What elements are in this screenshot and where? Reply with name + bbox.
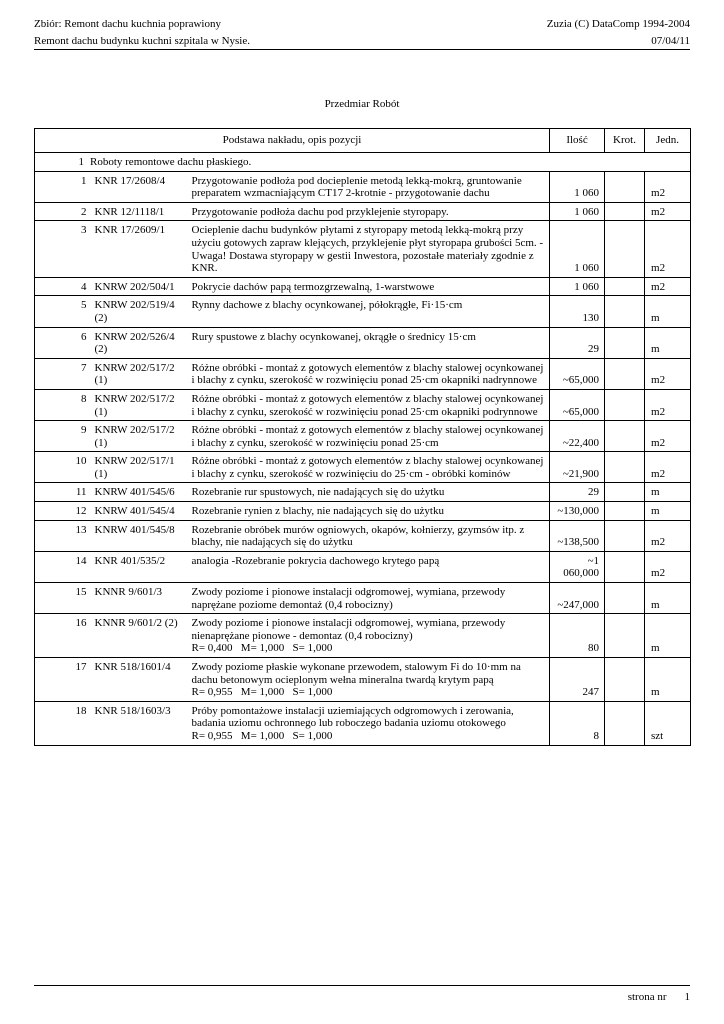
item-number: 10 bbox=[35, 452, 92, 483]
item-description bbox=[189, 551, 550, 582]
item-quantity: ~247,000 bbox=[550, 583, 605, 614]
header-project-name: Remont dachu budynku kuchni szpitala w Nysie. bbox=[34, 35, 250, 47]
item-quantity: 1 060 bbox=[550, 221, 605, 277]
item-quantity: ~65,000 bbox=[550, 358, 605, 389]
item-number: 3 bbox=[35, 221, 92, 277]
item-description-text: Różne obróbki - montaż z gotowych elementów z blachy stalowej ocynkowanej i blachy z cynku, szerokość w rozwinięciu ponad 25·cm bbox=[191, 424, 544, 449]
item-multiplier bbox=[605, 296, 645, 327]
header-collection: Zbiór: Remont dachu kuchnia poprawiony bbox=[34, 18, 221, 30]
item-description bbox=[189, 389, 550, 420]
page-number: 1 bbox=[684, 991, 690, 1003]
item-description bbox=[189, 701, 550, 745]
item-code: KNRW 202/517/2 (1) bbox=[92, 358, 189, 389]
item-code: KNRW 202/504/1 bbox=[92, 277, 189, 296]
item-code: KNR 401/535/2 bbox=[92, 551, 189, 582]
item-description bbox=[189, 171, 550, 202]
item-number: 18 bbox=[35, 701, 92, 745]
item-factors: R= 0,955 M= 1,000 S= 1,000 bbox=[191, 686, 333, 699]
item-description bbox=[189, 421, 550, 452]
table-row bbox=[35, 358, 691, 389]
item-number: 9 bbox=[35, 421, 92, 452]
item-unit: m bbox=[645, 658, 691, 702]
item-description bbox=[189, 202, 550, 221]
footer-divider bbox=[34, 985, 690, 986]
item-quantity: ~138,500 bbox=[550, 520, 605, 551]
table-row bbox=[35, 202, 691, 221]
col-header-description: Podstawa nakładu, opis pozycji bbox=[35, 129, 550, 153]
table-row bbox=[35, 296, 691, 327]
item-description-text: analogia -Rozebranie pokrycia dachowego krytego papą bbox=[191, 554, 440, 567]
item-description bbox=[189, 520, 550, 551]
item-quantity: ~65,000 bbox=[550, 389, 605, 420]
table-row bbox=[35, 389, 691, 420]
table-row bbox=[35, 221, 691, 277]
table-header-row bbox=[35, 129, 691, 153]
item-unit: m2 bbox=[645, 389, 691, 420]
item-multiplier bbox=[605, 701, 645, 745]
item-quantity: 8 bbox=[550, 701, 605, 745]
item-number: 11 bbox=[35, 483, 92, 502]
table-row bbox=[35, 452, 691, 483]
item-description bbox=[189, 483, 550, 502]
item-quantity: ~130,000 bbox=[550, 502, 605, 521]
item-number: 1 bbox=[35, 171, 92, 202]
item-code: KNR 518/1603/3 bbox=[92, 701, 189, 745]
item-quantity: 29 bbox=[550, 483, 605, 502]
item-quantity: 80 bbox=[550, 614, 605, 658]
page-footer bbox=[628, 991, 690, 1003]
item-multiplier bbox=[605, 614, 645, 658]
item-number: 5 bbox=[35, 296, 92, 327]
table-row bbox=[35, 502, 691, 521]
col-header-qty: Ilość bbox=[550, 129, 605, 153]
item-description bbox=[189, 327, 550, 358]
header-software: Zuzia (C) DataComp 1994-2004 bbox=[546, 18, 690, 30]
item-multiplier bbox=[605, 202, 645, 221]
item-number: 2 bbox=[35, 202, 92, 221]
item-quantity: ~21,900 bbox=[550, 452, 605, 483]
item-code: KNRW 202/519/4 (2) bbox=[92, 296, 189, 327]
item-multiplier bbox=[605, 502, 645, 521]
item-description bbox=[189, 452, 550, 483]
item-code: KNRW 401/545/8 bbox=[92, 520, 189, 551]
item-description-text: Ocieplenie dachu budynków płytami z styropapy metodą lekką-mokrą przy użyciu gotowych zapraw klejących, przyklejenie płyt styropapa grubości 5cm. - Uwaga! Dostawa styropapy w gestii Inwestora, pozostałe materiały zgodnie z KNR. bbox=[191, 224, 544, 275]
item-number: 15 bbox=[35, 583, 92, 614]
header-divider bbox=[34, 49, 690, 50]
item-description-text: Rury spustowe z blachy ocynkowanej, okrągłe o średnicy 15·cm bbox=[191, 330, 476, 343]
item-code: KNRW 401/545/4 bbox=[92, 502, 189, 521]
item-quantity: 130 bbox=[550, 296, 605, 327]
item-unit: m2 bbox=[645, 358, 691, 389]
item-unit: m bbox=[645, 583, 691, 614]
item-multiplier bbox=[605, 327, 645, 358]
item-description-text: Rozebranie obróbek murów ogniowych, okapów, kołnierzy, gzymsów itp. z blachy, nie nadających się do użytku bbox=[191, 523, 525, 549]
item-code: KNR 17/2609/1 bbox=[92, 221, 189, 277]
section-row bbox=[35, 153, 691, 172]
item-unit: m bbox=[645, 614, 691, 658]
item-number: 16 bbox=[35, 614, 92, 658]
item-description bbox=[189, 502, 550, 521]
col-header-krot: Krot. bbox=[605, 129, 645, 153]
item-code: KNRW 202/526/4 (2) bbox=[92, 327, 189, 358]
item-description-text: Zwody poziome i pionowe instalacji odgromowej, wymiana, przewody naprężane poziome demontaż (0,4 robocizny) bbox=[191, 586, 506, 611]
table-row bbox=[35, 658, 691, 702]
document-title: Przedmiar Robót bbox=[324, 98, 400, 110]
item-unit: m2 bbox=[645, 221, 691, 277]
item-description bbox=[189, 277, 550, 296]
item-description bbox=[189, 296, 550, 327]
item-multiplier bbox=[605, 171, 645, 202]
item-code: KNRW 401/545/6 bbox=[92, 483, 189, 502]
item-quantity: ~1 060,000 bbox=[550, 551, 605, 582]
item-description bbox=[189, 583, 550, 614]
table-row bbox=[35, 701, 691, 745]
item-code: KNR 518/1601/4 bbox=[92, 658, 189, 702]
item-description-text: Próby pomontażowe instalacji uziemiających odgromowych i zerowania, badania uziomu ochronnego lub roboczego badania uziomu otokowego bbox=[191, 704, 514, 730]
item-unit: m bbox=[645, 502, 691, 521]
item-number: 12 bbox=[35, 502, 92, 521]
item-unit: m2 bbox=[645, 277, 691, 296]
item-unit: szt bbox=[645, 701, 691, 745]
section-name: Roboty remontowe dachu płaskiego. bbox=[90, 156, 252, 168]
item-description-text: Zwody poziome i pionowe instalacji odgromowej, wymiana, przewody nienaprężane pionowe - demontaz (0,4 robocizny) bbox=[191, 617, 506, 642]
item-code: KNRW 202/517/1 (1) bbox=[92, 452, 189, 483]
item-number: 17 bbox=[35, 658, 92, 702]
item-unit: m2 bbox=[645, 421, 691, 452]
item-unit: m bbox=[645, 483, 691, 502]
item-multiplier bbox=[605, 221, 645, 277]
table-row bbox=[35, 483, 691, 502]
item-multiplier bbox=[605, 483, 645, 502]
item-unit: m bbox=[645, 327, 691, 358]
item-factors: R= 0,400 M= 1,000 S= 1,000 bbox=[191, 642, 333, 655]
page-label: strona nr bbox=[627, 991, 667, 1003]
item-unit: m2 bbox=[645, 171, 691, 202]
table-row bbox=[35, 520, 691, 551]
header-date: 07/04/11 bbox=[651, 35, 690, 47]
item-description-text: Różne obróbki - montaż z gotowych elementów z blachy stalowej ocynkowanej i blachy z cynku, szerokość w rozwinięciu do 25·cm - obróbki kominów bbox=[191, 455, 544, 480]
item-description-text: Rozebranie rynien z blachy, nie nadających się do użytku bbox=[191, 505, 444, 518]
item-unit: m2 bbox=[645, 202, 691, 221]
table-row bbox=[35, 583, 691, 614]
item-multiplier bbox=[605, 452, 645, 483]
item-code: KNRW 202/517/2 (1) bbox=[92, 389, 189, 420]
item-description-text: Pokrycie dachów papą termozgrzewalną, 1-warstwowe bbox=[191, 280, 435, 293]
item-description-text: Przygotowanie podłoża pod docieplenie metodą lekką-mokrą, gruntowanie preparatem wzmacniającym CT17 2-krotnie - przygotowanie dachu bbox=[191, 174, 522, 200]
table-row bbox=[35, 421, 691, 452]
item-unit: m2 bbox=[645, 551, 691, 582]
table-row bbox=[35, 171, 691, 202]
section-number: 1 bbox=[78, 156, 84, 168]
item-quantity: 1 060 bbox=[550, 171, 605, 202]
item-multiplier bbox=[605, 358, 645, 389]
item-quantity: 1 060 bbox=[550, 277, 605, 296]
item-number: 13 bbox=[35, 520, 92, 551]
item-multiplier bbox=[605, 520, 645, 551]
item-multiplier bbox=[605, 277, 645, 296]
item-description-text: Różne obróbki - montaż z gotowych elementów z blachy stalowej ocynkowanej i blachy z cynku, szerokość w rozwinięciu ponad 25·cm okapniki podrynnowe bbox=[191, 392, 544, 418]
item-quantity: 29 bbox=[550, 327, 605, 358]
item-code: KNNR 9/601/2 (2) bbox=[92, 614, 189, 658]
item-description-text: Zwody poziome płaskie wykonane przewodem, stalowym Fi do 10·mm na dachu betonowym ocieplonym wełna mineralna twardą krytym papą bbox=[191, 661, 521, 686]
item-number: 4 bbox=[35, 277, 92, 296]
col-header-unit: Jedn. bbox=[645, 129, 691, 153]
table-row bbox=[35, 327, 691, 358]
bill-of-quantities-table bbox=[34, 128, 691, 746]
item-description-text: Przygotowanie podłoża dachu pod przyklejenie styropapy. bbox=[191, 205, 449, 218]
item-factors: R= 0,955 M= 1,000 S= 1,000 bbox=[191, 729, 333, 742]
item-code: KNR 12/1118/1 bbox=[92, 202, 189, 221]
item-code: KNR 17/2608/4 bbox=[92, 171, 189, 202]
item-description bbox=[189, 614, 550, 658]
item-multiplier bbox=[605, 421, 645, 452]
table-row bbox=[35, 551, 691, 582]
item-unit: m2 bbox=[645, 452, 691, 483]
item-number: 7 bbox=[35, 358, 92, 389]
item-multiplier bbox=[605, 389, 645, 420]
item-multiplier bbox=[605, 583, 645, 614]
item-description bbox=[189, 358, 550, 389]
item-quantity: 247 bbox=[550, 658, 605, 702]
item-unit: m2 bbox=[645, 520, 691, 551]
item-multiplier bbox=[605, 551, 645, 582]
item-description-text: Różne obróbki - montaż z gotowych elementów z blachy stalowej ocynkowanej i blachy z cynku, szerokość w rozwinięciu ponad 25·cm okapniki nadrynnowe bbox=[191, 361, 544, 387]
item-number: 14 bbox=[35, 551, 92, 582]
item-description-text: Rynny dachowe z blachy ocynkowanej, półokrągłe, Fi·15·cm bbox=[191, 299, 463, 312]
item-description bbox=[189, 658, 550, 702]
item-description bbox=[189, 221, 550, 277]
item-code: KNRW 202/517/2 (1) bbox=[92, 421, 189, 452]
table-row bbox=[35, 614, 691, 658]
item-description-text: Rozebranie rur spustowych, nie nadających się do użytku bbox=[191, 486, 445, 499]
item-multiplier bbox=[605, 658, 645, 702]
item-quantity: ~22,400 bbox=[550, 421, 605, 452]
section-cell bbox=[35, 153, 691, 172]
item-number: 8 bbox=[35, 389, 92, 420]
item-code: KNNR 9/601/3 bbox=[92, 583, 189, 614]
table-row bbox=[35, 277, 691, 296]
item-unit: m bbox=[645, 296, 691, 327]
item-quantity: 1 060 bbox=[550, 202, 605, 221]
item-number: 6 bbox=[35, 327, 92, 358]
